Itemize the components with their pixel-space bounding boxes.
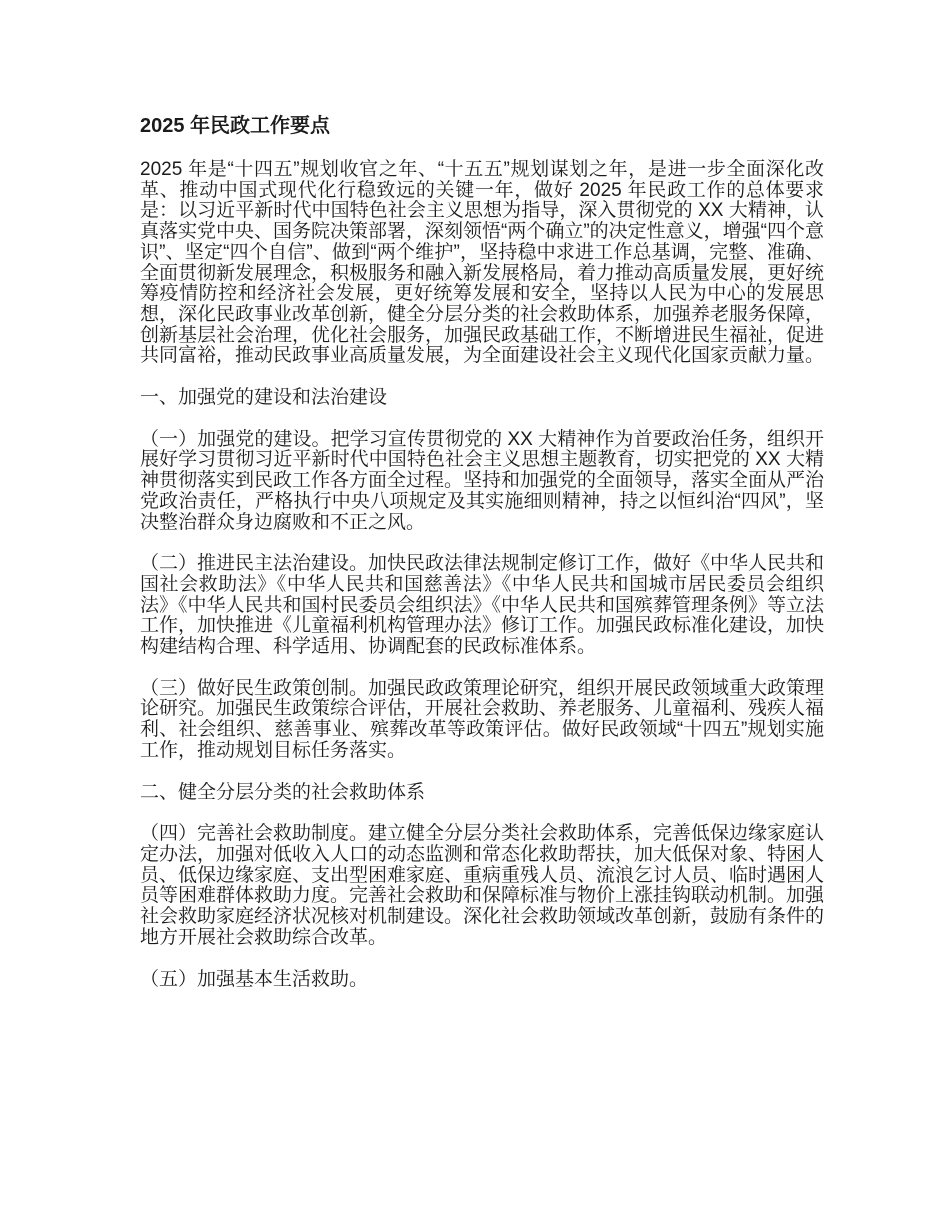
document-title: 2025 年民政工作要点 xyxy=(140,115,331,137)
section-heading: 一、加强党的建设和法治建设 xyxy=(140,387,388,409)
document-paragraph: （五）加强基本生活救助。 xyxy=(140,968,369,990)
document-paragraph: （二）推进民主法治建设。加快民政法律法规制定修订工作，做好《中华人民共和国社会救助法》《中华人民共和国慈善法》《中华人民共和国城市居民委员会组织法》《中华人民共和国村民委员会组织法》《中华人民共和国殡葬管理条例》等立法工作，加快推进《儿童福利机构管理办法》修订工作。加强民政标准化建设，加快构建结构合理、科学适用、协调配套的民政标准体系。 xyxy=(140,553,825,658)
document-body xyxy=(140,160,824,990)
document-paragraph: （三）做好民生政策创制。加强民政政策理论研究，组织开展民政领域重大政策理论研究。加强民生政策综合评估，开展社会救助、养老服务、儿童福利、残疾人福利、社会组织、慈善事业、殡葬改革等政策评估。做好民政领域“十四五”规划实施工作，推动规划目标任务落实。 xyxy=(140,677,825,761)
document-paragraph: 2025 年是“十四五”规划收官之年、“十五五”规划谋划之年，是进一步全面深化改革、推动中国式现代化行稳致远的关键一年，做好 2025 年民政工作的总体要求是：以习近平新时代中国特色社会主义思想为指导，深入贯彻党的 XX 大精神，认真落实党中央、国务院决策部署，深刻领悟“两个确立”的决定性意义，增强“四个意识”、坚定“四个自信”、做到“两个维护”，坚持稳中求进工作总基调，完整、准确、全面贯彻新发展理念，积极服务和融入新发展格局，着力推动高质量发展，更好统筹疫情防控和经济社会发展，更好统筹发展和安全，坚持以人民为中心的发展思想，深化民政事业改革创新，健全分层分类的社会救助体系，加强养老服务保障，创新基层社会治理，优化社会服务，加强民政基础工作，不断增进民生福祉，促进共同富裕，推动民政事业高质量发展，为全面建设社会主义现代化国家贡献力量。 xyxy=(140,159,825,367)
section-heading: 二、健全分层分类的社会救助体系 xyxy=(140,781,426,803)
document-paragraph: （四）完善社会救助制度。建立健全分层分类社会救助体系，完善低保边缘家庭认定办法，加强对低收入人口的动态监测和常态化救助帮扶，加大低保对象、特困人员、低保边缘家庭、支出型困难家庭、重病重残人员、流浪乞讨人员、临时遇困人员等困难群体救助力度。完善社会救助和保障标准与物价上涨挂钩联动机制。加强社会救助家庭经济状况核对机制建设。深化社会救助领域改革创新，鼓励有条件的地方开展社会救助综合改革。 xyxy=(140,823,825,948)
document-paragraph: （一）加强党的建设。把学习宣传贯彻党的 XX 大精神作为首要政治任务，组织开展好学习贯彻习近平新时代中国特色社会主义思想主题教育，切实把党的 XX 大精神贯彻落实到民政工作各方面全过程。坚持和加强党的全面领导，落实全面从严治党政治责任，严格执行中央八项规定及其实施细则精神，持之以恒纠治“四风”，坚决整治群众身边腐败和不正之风。 xyxy=(140,428,825,533)
